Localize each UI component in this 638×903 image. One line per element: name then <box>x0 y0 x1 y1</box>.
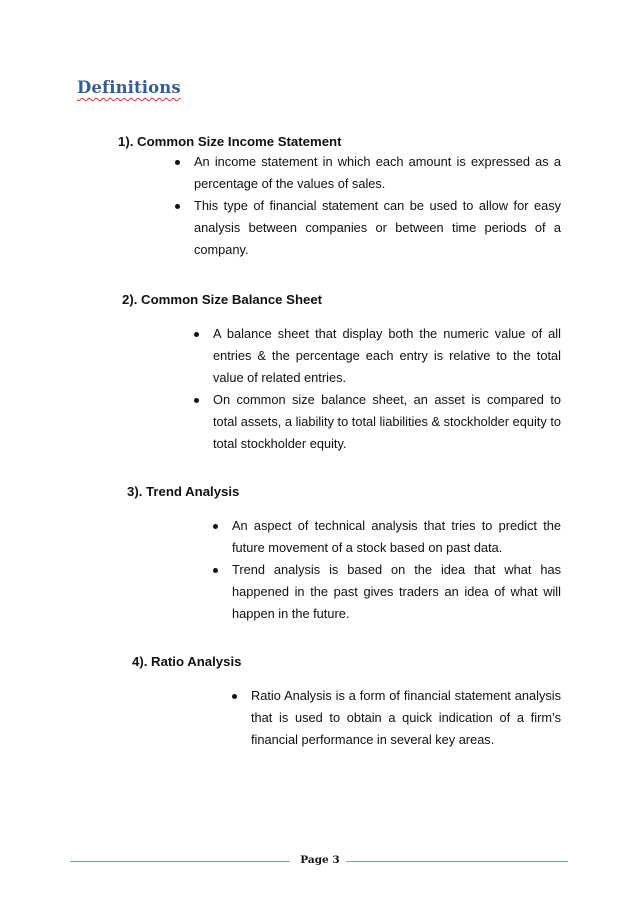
bullet-text: An aspect of technical analysis that tries to predict the future movement of a stock based on past data. <box>232 518 561 555</box>
section-common-size-income-statement <box>118 133 342 151</box>
bullet-icon <box>194 398 199 403</box>
bullet-text: Ratio Analysis is a form of financial statement analysis that is used to obtain a quick indication of a firm’s financial performance in several key areas. <box>251 688 561 747</box>
bullet-list <box>232 685 561 751</box>
section-trend-analysis <box>127 483 239 501</box>
footer-rule-right <box>346 861 568 862</box>
list-item <box>213 515 561 559</box>
page-footer <box>70 852 568 872</box>
bullet-icon <box>213 568 218 573</box>
list-item <box>175 151 561 195</box>
list-item <box>175 195 561 261</box>
section-heading: 1). Common Size Income Statement <box>118 134 342 149</box>
section-heading: 4). Ratio Analysis <box>132 654 242 669</box>
bullet-icon <box>213 524 218 529</box>
bullet-text: Trend analysis is based on the idea that what has happened in the past gives traders an idea of what will happen in the future. <box>232 562 561 621</box>
bullet-icon <box>232 694 237 699</box>
bullet-list <box>194 323 561 455</box>
bullet-icon <box>175 160 180 165</box>
bullet-list <box>175 151 561 261</box>
bullet-icon <box>194 332 199 337</box>
list-item <box>213 559 561 625</box>
bullet-icon <box>175 204 180 209</box>
page-number: Page 3 <box>300 854 340 866</box>
bullet-text: This type of financial statement can be used to allow for easy analysis between companies or between time periods of a company. <box>194 198 561 257</box>
page-title: Definitions <box>77 78 181 97</box>
list-item <box>194 323 561 389</box>
list-item <box>232 685 561 751</box>
section-heading: 3). Trend Analysis <box>127 484 240 499</box>
bullet-text: An income statement in which each amount is expressed as a percentage of the values of sales. <box>194 154 561 191</box>
bullet-text: On common size balance sheet, an asset is compared to total assets, a liability to total liabilities & stockholder equity to total stockholder equity. <box>213 392 561 451</box>
section-heading: 2). Common Size Balance Sheet <box>122 292 323 307</box>
bullet-text: A balance sheet that display both the numeric value of all entries & the percentage each entry is relative to the total value of related entries. <box>213 326 561 385</box>
list-item <box>194 389 561 455</box>
section-ratio-analysis <box>132 653 241 671</box>
section-common-size-balance-sheet <box>122 291 322 309</box>
bullet-list <box>213 515 561 625</box>
footer-rule-left <box>70 861 290 862</box>
